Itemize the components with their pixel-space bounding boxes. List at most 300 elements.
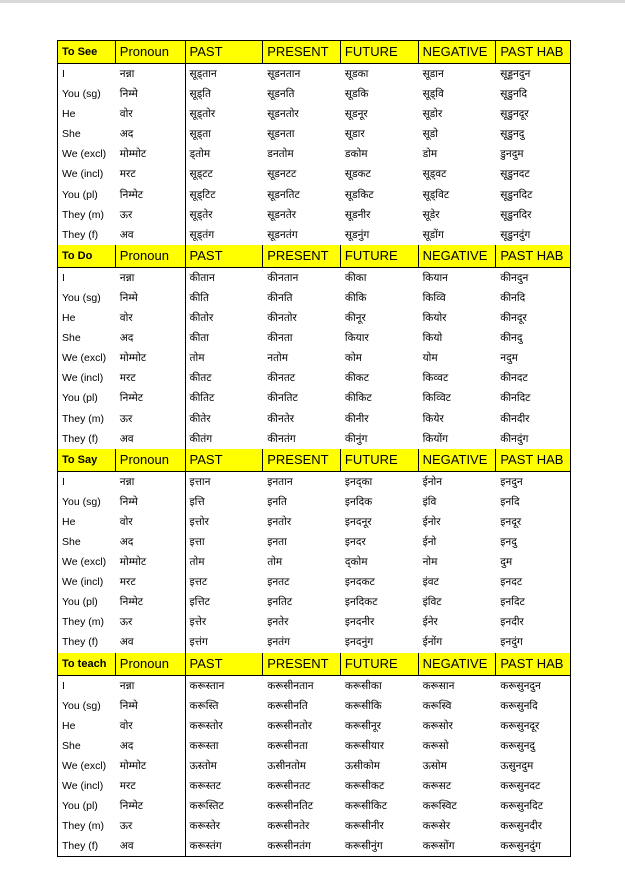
past-cell: इत्तट	[189, 576, 208, 589]
column-header-past: PAST	[186, 245, 264, 267]
table-row	[58, 612, 570, 632]
present-cell: करूसीनतोर	[267, 719, 313, 732]
present-cell: करूसीनतट	[267, 780, 311, 792]
column-header-present: PRESENT	[263, 245, 341, 267]
pronoun-cell: वोर	[116, 308, 186, 328]
pronoun-cell: निम्मेट	[116, 592, 186, 612]
table-row	[58, 676, 570, 696]
negative-cell: योम	[422, 352, 438, 365]
column-header-pronoun: Pronoun	[116, 449, 186, 471]
present-cell: करूसीनतंग	[267, 840, 311, 853]
subject-cell: We (excl)	[62, 759, 107, 772]
past-cell: सूड्टट	[189, 168, 213, 181]
negative-cell: करूसोर	[422, 719, 453, 732]
subject-cell: They (f)	[62, 840, 99, 853]
top-divider	[0, 0, 625, 3]
pronoun-cell: ऊर	[116, 816, 186, 836]
table-row	[58, 796, 570, 816]
present-cell: कीनतेर	[267, 412, 295, 425]
pronoun-cell: निम्मेट	[116, 388, 186, 408]
column-header-negative: NEGATIVE	[419, 41, 497, 63]
future-cell: इनदनुंग	[344, 636, 374, 649]
future-cell: इनदकट	[344, 576, 375, 589]
past-hab-cell: सूडुनदिर	[500, 208, 532, 221]
present-cell: इनति	[267, 495, 287, 508]
section-to-see	[58, 41, 570, 245]
column-header-past-hab: PAST HAB	[500, 451, 564, 467]
pronoun-cell: मोम्मोट	[116, 348, 186, 368]
table-row	[58, 205, 570, 225]
future-cell: कोम	[344, 352, 362, 365]
past-cell: कीता	[189, 332, 210, 345]
past-cell: कीतान	[189, 271, 215, 284]
past-hab-cell: कीनदट	[500, 372, 528, 385]
future-cell: सूडनूर	[344, 108, 368, 121]
table-row	[58, 225, 570, 245]
negative-cell: कियेर	[422, 412, 444, 425]
past-hab-cell: करूसुनदि	[500, 699, 538, 712]
past-cell: कीतेर	[189, 412, 211, 425]
column-header-past-hab: PAST HAB	[500, 655, 564, 671]
past-hab-cell: करूसुनदीर	[500, 820, 543, 833]
present-cell: इनतिट	[267, 596, 293, 609]
past-cell: इत्तेर	[189, 616, 207, 629]
table-row	[58, 552, 570, 572]
future-cell: करूसीनीर	[344, 820, 384, 833]
present-cell: कीनति	[267, 291, 293, 304]
pronoun-cell: निम्मे	[116, 696, 186, 716]
past-cell: सूड्ता	[189, 128, 211, 141]
future-cell: करूसीयार	[344, 739, 385, 752]
present-cell: ऊसीनतोम	[267, 759, 307, 772]
negative-cell: करूसट	[422, 780, 452, 792]
pronoun-cell: अद	[116, 328, 186, 348]
subject-cell: They (f)	[62, 432, 99, 445]
past-hab-cell: नदुम	[500, 352, 518, 365]
past-cell: करूस्तंग	[189, 840, 222, 853]
past-hab-cell: डुनदुम	[500, 148, 524, 161]
negative-cell: कियान	[422, 271, 448, 284]
past-hab-cell: करूसुनदूर	[500, 719, 540, 732]
column-header-pronoun: Pronoun	[116, 245, 186, 267]
table-row	[58, 328, 570, 348]
negative-cell: ईनोर	[422, 515, 441, 528]
pronoun-cell: मोम्मोट	[116, 552, 186, 572]
past-hab-cell: ऊसुनदुम	[500, 759, 534, 772]
past-hab-cell: सूडुनदु	[500, 128, 525, 141]
subject-cell: You (sg)	[62, 495, 101, 508]
present-cell: सूडनतंग	[267, 228, 298, 241]
table-row	[58, 512, 570, 532]
past-hab-cell: कीनदीर	[500, 412, 530, 425]
future-cell: कीनीर	[344, 412, 369, 425]
subject-cell: He	[62, 312, 76, 325]
pronoun-cell: ऊर	[116, 205, 186, 225]
pronoun-cell: मरट	[116, 572, 186, 592]
table-row	[58, 429, 570, 449]
negative-cell: सूडो	[422, 128, 439, 141]
table-row	[58, 64, 570, 84]
pronoun-cell: नन्ना	[116, 472, 186, 492]
past-hab-cell: इनदट	[500, 576, 523, 589]
future-cell: करूसीकिट	[344, 800, 388, 813]
table-row	[58, 388, 570, 408]
negative-cell: करूस्विट	[422, 800, 457, 813]
table-row	[58, 348, 570, 368]
pronoun-cell: वोर	[116, 512, 186, 532]
past-hab-cell: इनदुंग	[500, 636, 523, 649]
future-cell: कीका	[344, 271, 367, 284]
negative-cell: ईनोंग	[422, 636, 443, 649]
past-hab-cell: करूसुनदिट	[500, 800, 544, 813]
column-header-future: FUTURE	[341, 245, 419, 267]
pronoun-cell: अव	[116, 632, 186, 652]
past-cell: करूस्तान	[189, 679, 225, 692]
past-cell: करूस्ति	[189, 699, 219, 712]
past-hab-cell: कीनदु	[500, 332, 523, 345]
table-row	[58, 592, 570, 612]
pronoun-cell: नन्ना	[116, 268, 186, 288]
present-cell: कीनता	[267, 332, 293, 345]
pronoun-cell: ऊर	[116, 612, 186, 632]
pronoun-cell: निम्मेट	[116, 796, 186, 816]
column-header-past-hab: PAST HAB	[500, 247, 564, 263]
past-hab-cell: कीनदुंग	[500, 432, 529, 445]
pronoun-cell: निम्मे	[116, 492, 186, 512]
table-row	[58, 532, 570, 552]
negative-cell: ऊसोम	[422, 759, 447, 772]
subject-cell: You (sg)	[62, 699, 101, 712]
past-cell: कीतोर	[189, 312, 214, 325]
pronoun-cell: वोर	[116, 716, 186, 736]
table-row	[58, 716, 570, 736]
past-cell: इत्ति	[189, 495, 205, 508]
verb-heading: To teach	[58, 653, 116, 675]
verb-heading: To Do	[58, 245, 116, 267]
negative-cell: ईनो	[422, 535, 437, 548]
subject-cell: You (pl)	[62, 596, 98, 609]
negative-cell: कियोर	[422, 312, 447, 325]
column-header-past: PAST	[186, 41, 264, 63]
pronoun-cell: मोम्मोट	[116, 144, 186, 164]
future-cell: इनदर	[344, 535, 366, 548]
present-cell: नतोम	[267, 352, 289, 365]
table-row	[58, 144, 570, 164]
subject-cell: He	[62, 108, 76, 121]
future-cell: इनदिक	[344, 495, 373, 508]
present-cell: करूसीनतेर	[267, 820, 310, 833]
subject-cell: He	[62, 719, 76, 732]
past-hab-cell: करूसुनदट	[500, 780, 541, 792]
future-cell: कीकट	[344, 372, 370, 385]
past-hab-cell: इनदि	[500, 495, 520, 508]
pronoun-cell: अद	[116, 736, 186, 756]
past-hab-cell: करूसुनदु	[500, 739, 535, 752]
subject-cell: I	[62, 68, 65, 80]
negative-cell: कियोंग	[422, 432, 449, 445]
past-hab-cell: कीनदूर	[500, 312, 527, 325]
negative-cell: सूड्वट	[422, 168, 447, 181]
table-row	[58, 288, 570, 308]
table-row	[58, 836, 570, 856]
negative-cell: सूड्वि	[422, 88, 444, 101]
future-cell: करूसीनुंग	[344, 840, 383, 853]
table-row	[58, 124, 570, 144]
present-cell: करूसीनतान	[267, 679, 314, 692]
present-cell: डनतोम	[267, 148, 294, 161]
negative-cell: किव्वि	[422, 291, 446, 304]
future-cell: कीनूर	[344, 312, 366, 325]
column-header-present: PRESENT	[263, 449, 341, 471]
column-header-future: FUTURE	[341, 653, 419, 675]
past-cell: तोम	[189, 556, 205, 569]
column-header-past: PAST	[186, 449, 264, 471]
column-header-present: PRESENT	[263, 41, 341, 63]
subject-cell: You (pl)	[62, 800, 98, 813]
table-row	[58, 308, 570, 328]
past-hab-cell: सूडुनदट	[500, 168, 530, 181]
negative-cell: कियो	[422, 332, 443, 345]
subject-cell: We (excl)	[62, 148, 107, 161]
past-cell: करूस्तेर	[189, 820, 221, 833]
pronoun-cell: अद	[116, 532, 186, 552]
future-cell: करूसीका	[344, 679, 382, 692]
negative-cell: करूसान	[422, 679, 455, 692]
future-cell: डकोम	[344, 148, 368, 161]
future-cell: कीकि	[344, 291, 367, 304]
table-row	[58, 104, 570, 124]
future-cell: द्कोम	[344, 556, 368, 569]
past-hab-cell: सूड्डनदुन	[500, 68, 531, 80]
past-cell: इत्तिट	[189, 596, 210, 609]
negative-cell: सूडेर	[422, 208, 440, 221]
past-hab-cell: इनदिट	[500, 596, 525, 609]
pronoun-cell: मरट	[116, 164, 186, 184]
present-cell: सूडनतोर	[267, 108, 299, 121]
past-hab-cell: कीनदि	[500, 291, 526, 304]
column-header-pronoun: Pronoun	[116, 653, 186, 675]
negative-cell: किव्विट	[422, 392, 451, 405]
pronoun-cell: मरट	[116, 368, 186, 388]
future-cell: कीनुंग	[344, 432, 368, 445]
past-hab-cell: सूडुनदुंग	[500, 228, 531, 241]
present-cell: इनतोर	[267, 515, 292, 528]
present-cell: कीनतंग	[267, 432, 296, 445]
pronoun-cell: मरट	[116, 776, 186, 796]
subject-cell: We (incl)	[62, 168, 104, 181]
pronoun-cell: निम्मे	[116, 84, 186, 104]
negative-cell: करूस्वि	[422, 699, 452, 712]
present-cell: करूसीनति	[267, 699, 308, 712]
column-header-negative: NEGATIVE	[419, 245, 497, 267]
future-cell: ऊसीकोम	[344, 759, 381, 772]
past-cell: कीतिट	[189, 392, 215, 405]
column-header-future: FUTURE	[341, 41, 419, 63]
past-cell: सूड्तंग	[189, 228, 215, 241]
past-hab-cell: इनदु	[500, 535, 517, 548]
past-cell: करूस्तट	[189, 780, 222, 792]
subject-cell: They (m)	[62, 208, 104, 221]
future-cell: इनद्का	[344, 475, 373, 488]
present-cell: सूडनति	[267, 88, 295, 101]
negative-cell: इंवि	[422, 495, 437, 508]
future-cell: कीकिट	[344, 392, 372, 405]
past-hab-cell: दुम	[500, 556, 513, 569]
table-row	[58, 84, 570, 104]
past-cell: इत्ता	[189, 535, 205, 548]
subject-cell: They (m)	[62, 616, 104, 629]
negative-cell: ईनोन	[422, 475, 443, 488]
present-cell: इनतंग	[267, 636, 291, 649]
future-cell: सूडका	[344, 68, 369, 80]
subject-cell: You (sg)	[62, 88, 101, 101]
pronoun-cell: ऊर	[116, 409, 186, 429]
past-cell: सूड्तेर	[189, 208, 213, 221]
subject-cell: We (excl)	[62, 556, 107, 569]
past-hab-cell: कीनदुन	[500, 271, 529, 284]
pronoun-cell: अव	[116, 836, 186, 856]
past-cell: ड्तोम	[189, 148, 211, 161]
section-header-row	[58, 245, 570, 268]
column-header-past: PAST	[186, 653, 264, 675]
past-hab-cell: सूडुनदूर	[500, 108, 529, 121]
subject-cell: She	[62, 332, 81, 345]
subject-cell: She	[62, 535, 81, 548]
present-cell: कीनतान	[267, 271, 299, 284]
future-cell: कियार	[344, 332, 369, 345]
past-cell: तोम	[189, 352, 205, 365]
negative-cell: किव्वट	[422, 372, 449, 385]
negative-cell: करूसोंग	[422, 840, 455, 853]
present-cell: कीनतोर	[267, 312, 297, 325]
negative-cell: करूसेर	[422, 820, 451, 833]
past-hab-cell: इनदीर	[500, 616, 524, 629]
column-header-pronoun: Pronoun	[116, 41, 186, 63]
past-cell: सूड्तोर	[189, 108, 216, 121]
present-cell: इनता	[267, 535, 287, 548]
column-header-negative: NEGATIVE	[419, 653, 497, 675]
future-cell: इनदनूर	[344, 515, 372, 528]
table-row	[58, 492, 570, 512]
pronoun-cell: निम्मे	[116, 288, 186, 308]
future-cell: सूडकि	[344, 88, 369, 101]
present-cell: सूडनतेर	[267, 208, 297, 221]
subject-cell: You (pl)	[62, 188, 98, 201]
negative-cell: इंविट	[422, 596, 442, 609]
past-cell: सूड्तान	[189, 68, 217, 80]
past-cell: कीतट	[189, 372, 212, 385]
present-cell: कीनतिट	[267, 392, 298, 405]
negative-cell: सूडान	[422, 68, 444, 80]
pronoun-cell: निम्मेट	[116, 185, 186, 205]
present-cell: इनतट	[267, 576, 290, 589]
negative-cell: करूसो	[422, 739, 449, 752]
subject-cell: I	[62, 679, 65, 692]
present-cell: सूडनटट	[267, 168, 297, 181]
table-row	[58, 632, 570, 652]
column-header-present: PRESENT	[263, 653, 341, 675]
present-cell: करूसीनता	[267, 739, 308, 752]
subject-cell: I	[62, 475, 65, 488]
future-cell: सूडनुंग	[344, 228, 370, 241]
past-cell: करूस्तोर	[189, 719, 223, 732]
subject-cell: They (m)	[62, 412, 104, 425]
pronoun-cell: अव	[116, 429, 186, 449]
subject-cell: We (incl)	[62, 780, 104, 792]
past-hab-cell: इनदूर	[500, 515, 522, 528]
table-row	[58, 572, 570, 592]
pronoun-cell: नन्ना	[116, 676, 186, 696]
pronoun-cell: नन्ना	[116, 64, 186, 84]
table-row	[58, 368, 570, 388]
column-header-past-hab: PAST HAB	[500, 44, 564, 59]
subject-cell: You (sg)	[62, 291, 101, 304]
subject-cell: I	[62, 271, 65, 284]
table-row	[58, 696, 570, 716]
section-header-row	[58, 449, 570, 472]
subject-cell: You (pl)	[62, 392, 98, 405]
future-cell: करूसीकि	[344, 699, 382, 712]
future-cell: सूडार	[344, 128, 365, 141]
verb-heading: To See	[58, 41, 116, 63]
past-hab-cell: कीनदिट	[500, 392, 531, 405]
present-cell: सूडनता	[267, 128, 295, 141]
future-cell: करूसीकट	[344, 780, 385, 792]
pronoun-cell: वोर	[116, 104, 186, 124]
subject-cell: She	[62, 739, 81, 752]
present-cell: करूसीनतिट	[267, 800, 314, 813]
section-to-teach	[58, 653, 570, 857]
column-header-future: FUTURE	[341, 449, 419, 471]
present-cell: सूडनतान	[267, 68, 301, 80]
future-cell: सूडनीर	[344, 208, 371, 221]
past-hab-cell: करूसुनदुन	[500, 679, 541, 692]
past-cell: कीतंग	[189, 432, 213, 445]
past-cell: इत्तोर	[189, 515, 209, 528]
past-cell: करूस्ता	[189, 739, 219, 752]
verb-heading: To Say	[58, 449, 116, 471]
table-row	[58, 164, 570, 184]
subject-cell: They (f)	[62, 228, 99, 241]
present-cell: तोम	[267, 556, 283, 569]
past-cell: कीति	[189, 291, 210, 304]
table-row	[58, 472, 570, 492]
present-cell: सूडनतिट	[267, 188, 300, 201]
past-hab-cell: इनदुन	[500, 475, 523, 488]
table-row	[58, 776, 570, 796]
table-row	[58, 756, 570, 776]
negative-cell: डोम	[422, 148, 438, 161]
future-cell: सूडकट	[344, 168, 371, 181]
subject-cell: We (incl)	[62, 372, 104, 385]
negative-cell: ईनेर	[422, 616, 438, 629]
future-cell: करूसीनूर	[344, 719, 382, 732]
past-cell: सूड्टिट	[189, 188, 216, 201]
past-cell: सूड्ति	[189, 88, 211, 101]
past-cell: इत्तंग	[189, 636, 208, 649]
section-header-row	[58, 653, 570, 676]
present-cell: इनतान	[267, 475, 293, 488]
subject-cell: She	[62, 128, 81, 141]
pronoun-cell: अद	[116, 124, 186, 144]
subject-cell: We (excl)	[62, 352, 107, 365]
table-row	[58, 185, 570, 205]
section-to-say	[58, 449, 570, 653]
past-cell: इत्तान	[189, 475, 211, 488]
conjugation-table	[57, 40, 571, 857]
past-cell: ऊस्तोम	[189, 759, 217, 772]
past-hab-cell: करूसुनदुंग	[500, 840, 541, 853]
